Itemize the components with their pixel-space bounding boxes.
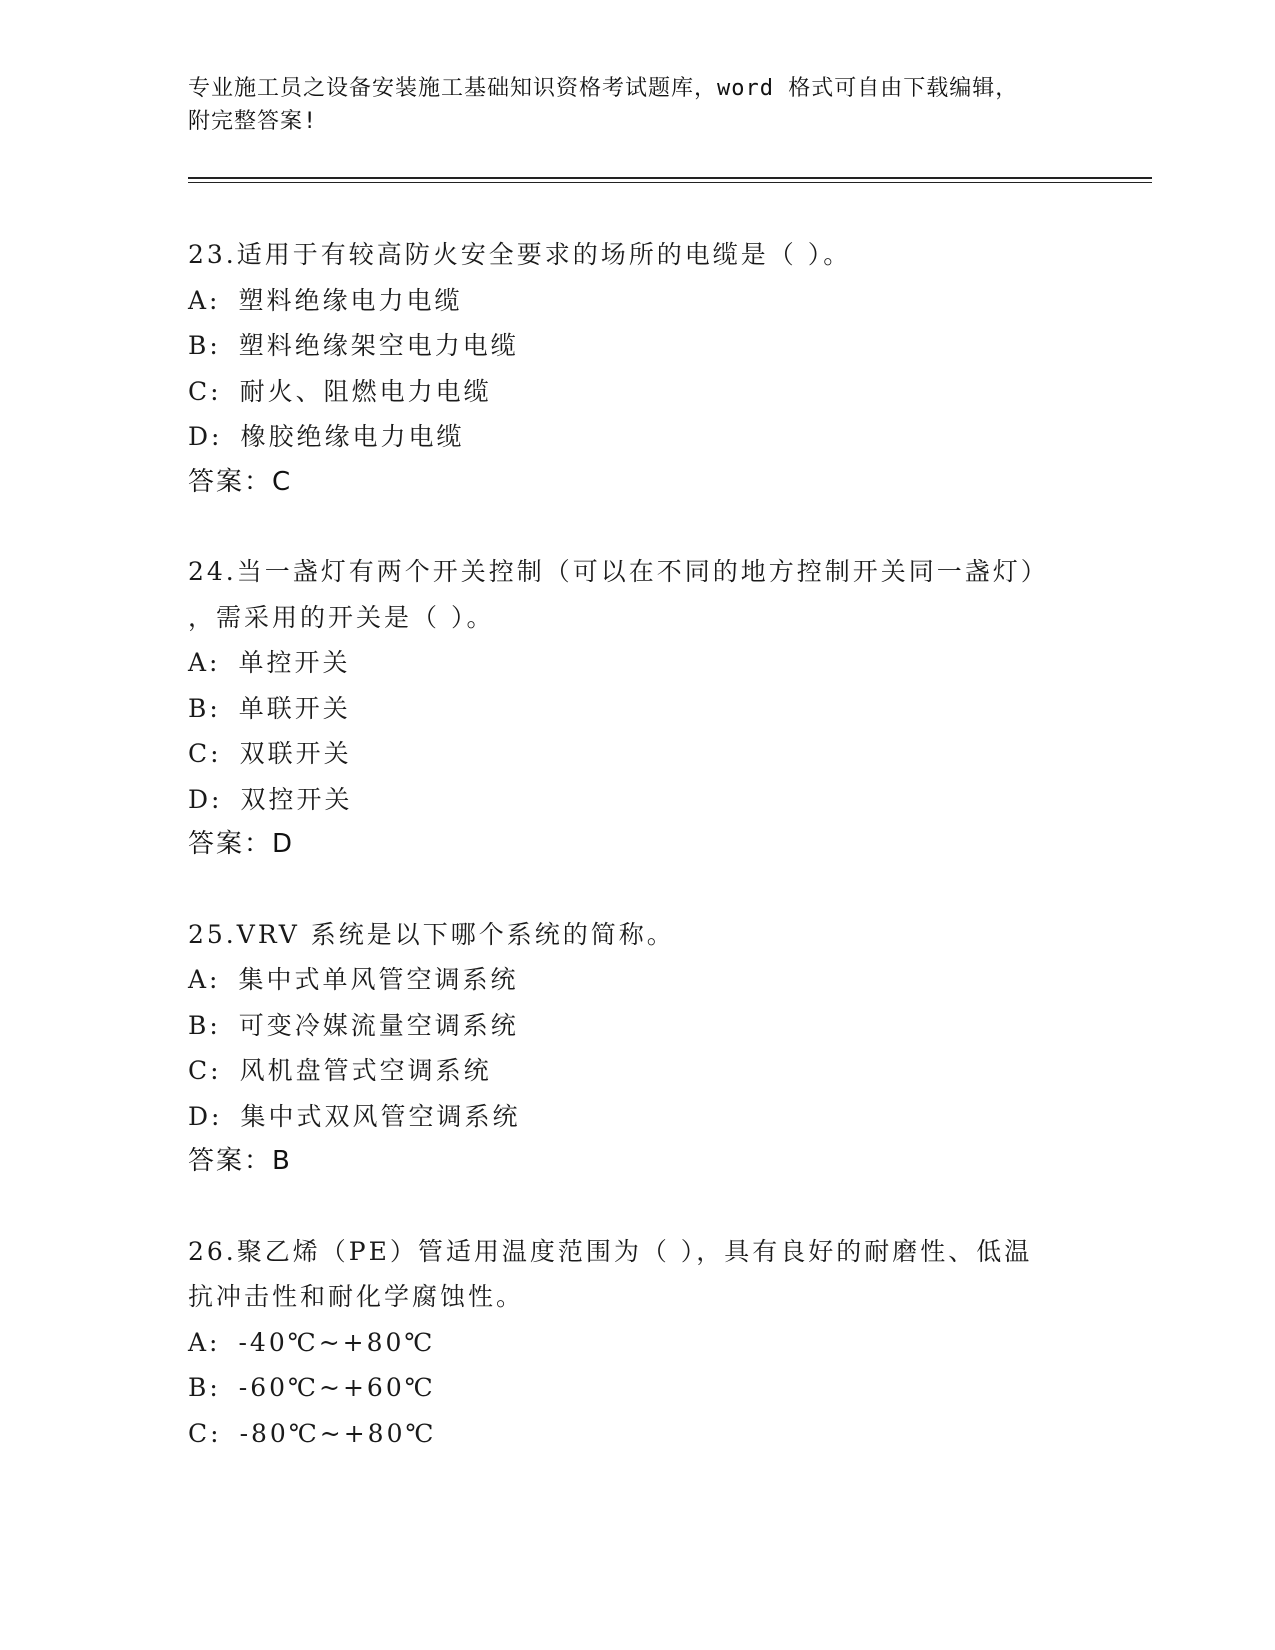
option-key: A: — [188, 965, 221, 994]
option-text: 可变冷媒流量空调系统 — [238, 1010, 519, 1040]
question-text-continued: 抗冲击性和耐化学腐蚀性。 — [188, 1282, 525, 1311]
option-a — [188, 278, 1108, 324]
option-text: 集中式单风管空调系统 — [238, 965, 519, 994]
option-text: 塑料绝缘架空电力电缆 — [238, 331, 519, 360]
option-b — [188, 686, 1108, 732]
option-text: -40℃~+80℃ — [238, 1327, 436, 1357]
option-key: B: — [188, 331, 221, 360]
question-text: 25.VRV 系统是以下哪个系统的简称。 — [188, 919, 675, 949]
header-divider-top — [188, 177, 1152, 179]
header-divider-bottom — [188, 182, 1152, 183]
header-line-2: 附完整答案! — [188, 109, 318, 134]
option-text: 耐火、阻燃电力电缆 — [239, 376, 492, 406]
option-c — [188, 369, 1108, 415]
option-key: B: — [188, 1373, 221, 1402]
option-d — [188, 1094, 1108, 1140]
option-key: A: — [188, 285, 221, 315]
option-key: B: — [188, 693, 221, 723]
question-text: 24.当一盏灯有两个开关控制（可以在不同的地方控制开关同一盏灯） — [188, 557, 1049, 586]
option-b — [188, 1003, 1108, 1049]
answer-label: 答案： — [188, 829, 273, 859]
option-text: -80℃~+80℃ — [239, 1418, 437, 1448]
answer-value: C — [272, 466, 292, 497]
answer-value: B — [272, 1146, 291, 1176]
option-key: C: — [188, 376, 222, 406]
option-text: 单联开关 — [238, 693, 351, 723]
question-26 — [188, 1229, 1108, 1457]
option-text: -60℃~+60℃ — [238, 1373, 436, 1402]
question-text-continued: ，需采用的开关是（ ）。 — [188, 602, 495, 632]
option-a — [188, 1320, 1108, 1366]
answer-line — [188, 460, 1108, 506]
option-key: B: — [188, 1010, 221, 1040]
answer-line — [188, 1139, 1108, 1185]
answer-line — [188, 822, 1108, 868]
option-key: C: — [188, 1418, 222, 1448]
option-key: A: — [188, 1327, 221, 1357]
option-b — [188, 1365, 1108, 1411]
option-c — [188, 1411, 1108, 1457]
option-key: D: — [188, 784, 223, 814]
option-d — [188, 414, 1108, 460]
option-text: 双控开关 — [240, 784, 353, 814]
question-text: 23.适用于有较高防火安全要求的场所的电缆是（ ）。 — [188, 240, 852, 269]
option-key: C: — [188, 739, 222, 768]
option-text: 单控开关 — [238, 648, 351, 677]
option-key: A: — [188, 648, 221, 677]
question-text: 26.聚乙烯（PE）管适用温度范围为（ ），具有良好的耐磨性、低温 — [188, 1236, 1033, 1266]
option-text: 集中式双风管空调系统 — [240, 1101, 521, 1131]
question-24 — [188, 549, 1108, 868]
question-list — [188, 232, 1108, 1500]
document-header — [188, 72, 1068, 138]
answer-value: D — [272, 829, 294, 859]
question-25 — [188, 912, 1108, 1185]
option-key: C: — [188, 1056, 222, 1085]
option-d — [188, 777, 1108, 823]
option-a — [188, 640, 1108, 686]
header-line-1: 专业施工员之设备安装施工基础知识资格考试题库，word 格式可自由下载编辑， — [188, 76, 1019, 101]
option-key: D: — [188, 1101, 223, 1131]
answer-label: 答案： — [188, 1146, 273, 1176]
answer-label: 答案： — [188, 466, 273, 497]
question-23 — [188, 232, 1108, 505]
option-c — [188, 1048, 1108, 1094]
option-a — [188, 957, 1108, 1003]
option-text: 风机盘管式空调系统 — [239, 1056, 492, 1085]
option-key: D: — [188, 422, 223, 451]
option-text: 双联开关 — [239, 739, 352, 768]
option-c — [188, 731, 1108, 777]
option-text: 橡胶绝缘电力电缆 — [240, 422, 465, 451]
option-b — [188, 323, 1108, 369]
option-text: 塑料绝缘电力电缆 — [238, 285, 463, 315]
